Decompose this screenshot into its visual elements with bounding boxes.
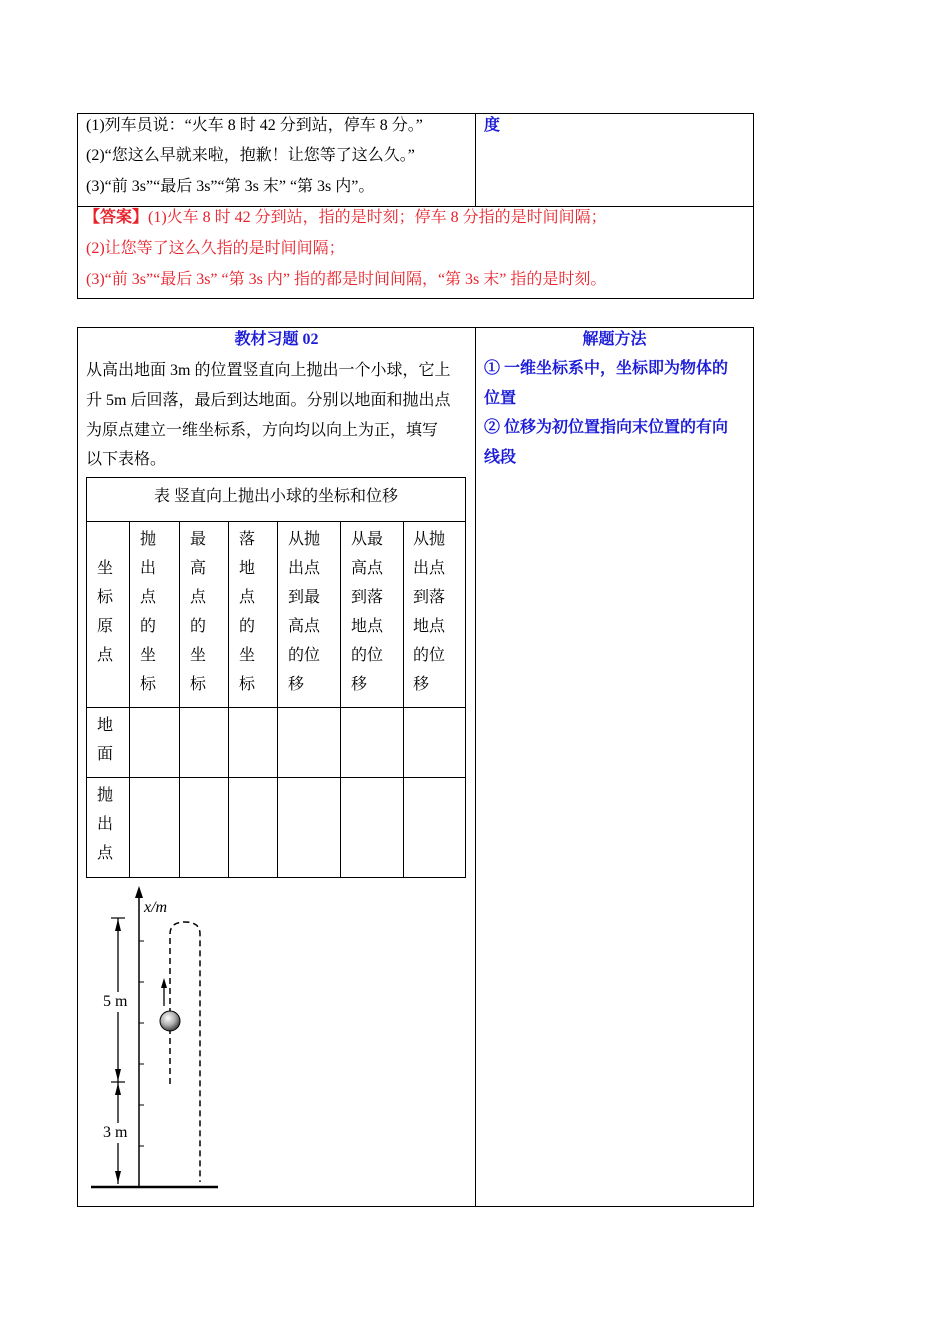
header-char: 移 <box>413 676 430 693</box>
header-char: 标 <box>139 676 156 693</box>
header-char: 坐 <box>189 647 206 664</box>
header-char: 地点 <box>351 618 384 635</box>
header-char: 标 <box>238 676 255 693</box>
header-char: 点 <box>189 589 206 606</box>
header-char: 的位 <box>288 647 321 664</box>
table-caption: 表 竖直向上抛出小球的坐标和位移 <box>153 488 398 505</box>
answer-tag: 【答案】 <box>84 209 149 226</box>
row-char: 地 <box>96 717 113 734</box>
answer-line-1-text: (1)火车 8 时 42 分到站，指的是时刻；停车 8 分指的是时间间隔； <box>148 209 607 226</box>
header-top-to-landing <box>351 525 385 699</box>
example-line-2: (2)“您这么早就来啦，抱歉！让您等了这么久。” <box>86 147 415 164</box>
header-char: 抛 <box>139 531 156 548</box>
x-axis-arrow <box>135 886 143 898</box>
problem-line-4: 以下表格。 <box>86 451 167 468</box>
header-char: 移 <box>351 676 368 693</box>
header-char: 出点 <box>288 560 321 577</box>
header-char: 从最 <box>351 531 384 548</box>
trajectory-path <box>170 922 200 1182</box>
header-char: 出 <box>139 560 156 577</box>
label-5m: 5 m <box>103 993 128 1010</box>
header-char: 地 <box>238 560 255 577</box>
header-launch-coord <box>138 525 158 699</box>
header-char: 到最 <box>288 589 321 606</box>
row-label-ground <box>95 711 115 769</box>
header-char: 的位 <box>351 647 384 664</box>
method-line-3: ② 位移为初位置指向末位置的有向 <box>484 419 729 436</box>
header-char: 到落 <box>351 589 384 606</box>
method-header: 解题方法 <box>582 331 647 348</box>
header-char: 移 <box>288 676 305 693</box>
method-line-1: ① 一维坐标系中，坐标即为物体的 <box>484 360 729 377</box>
header-char: 的位 <box>413 647 446 664</box>
exercise-header: 教材习题 02 <box>234 331 319 348</box>
problem-line-2: 升 5m 后回落，最后到达地面。分别以地面和抛出点 <box>86 392 451 409</box>
trajectory-svg <box>88 884 228 1196</box>
header-char: 的 <box>139 618 156 635</box>
box1-right-text: 度 <box>484 117 501 134</box>
header-char: 地点 <box>413 618 446 635</box>
header-char: 出点 <box>413 560 446 577</box>
row-char: 点 <box>96 845 113 862</box>
header-char: 落 <box>238 531 255 548</box>
header-char: 点 <box>139 589 156 606</box>
header-char: 的 <box>238 618 255 635</box>
method-line-2: 位置 <box>484 390 517 407</box>
header-origin <box>95 554 115 670</box>
header-char: 坐 <box>238 647 255 664</box>
header-launch-to-top <box>288 525 322 699</box>
answer-line-3: (3)“前 3s”“最后 3s” “第 3s 内” 指的都是时间间隔，“第 3s 末” 指的是时刻。 <box>86 271 607 288</box>
example-line-3: (3)“前 3s”“最后 3s”“第 3s 末” “第 3s 内”。 <box>86 178 375 195</box>
header-char: 标 <box>189 676 206 693</box>
problem-line-1: 从高出地面 3m 的位置竖直向上抛出一个小球，它上 <box>86 362 451 379</box>
header-char: 标 <box>96 589 113 606</box>
header-char: 高点 <box>288 618 321 635</box>
header-char: 从抛 <box>413 531 446 548</box>
row-char: 出 <box>96 816 113 833</box>
header-char: 最 <box>189 531 206 548</box>
ball <box>160 1011 180 1031</box>
header-char: 的 <box>189 618 206 635</box>
row-label-launch-point <box>95 781 115 868</box>
header-char: 点 <box>238 589 255 606</box>
header-char: 到落 <box>413 589 446 606</box>
row-char: 面 <box>96 746 113 763</box>
header-landing-coord <box>237 525 257 699</box>
axis-label: x/m <box>144 899 168 916</box>
header-char: 高 <box>189 560 206 577</box>
method-line-4: 线段 <box>484 449 517 466</box>
header-char: 坐 <box>96 560 113 577</box>
answer-line-1 <box>84 208 607 228</box>
row-char: 抛 <box>96 787 113 804</box>
answer-line-2: (2)让您等了这么久指的是时间间隔； <box>86 240 345 257</box>
header-top-coord <box>188 525 208 699</box>
header-char: 原 <box>96 618 113 635</box>
problem-line-3: 为原点建立一维坐标系，方向均以向上为正，填写 <box>86 422 439 439</box>
trajectory-figure <box>88 884 228 1196</box>
header-char: 高点 <box>351 560 384 577</box>
header-launch-to-landing <box>413 525 447 699</box>
label-3m: 3 m <box>103 1124 128 1141</box>
example-line-1: (1)列车员说：“火车 8 时 42 分到站，停车 8 分。” <box>86 117 423 134</box>
header-char: 从抛 <box>288 531 321 548</box>
header-char: 坐 <box>139 647 156 664</box>
header-char: 点 <box>96 647 113 664</box>
